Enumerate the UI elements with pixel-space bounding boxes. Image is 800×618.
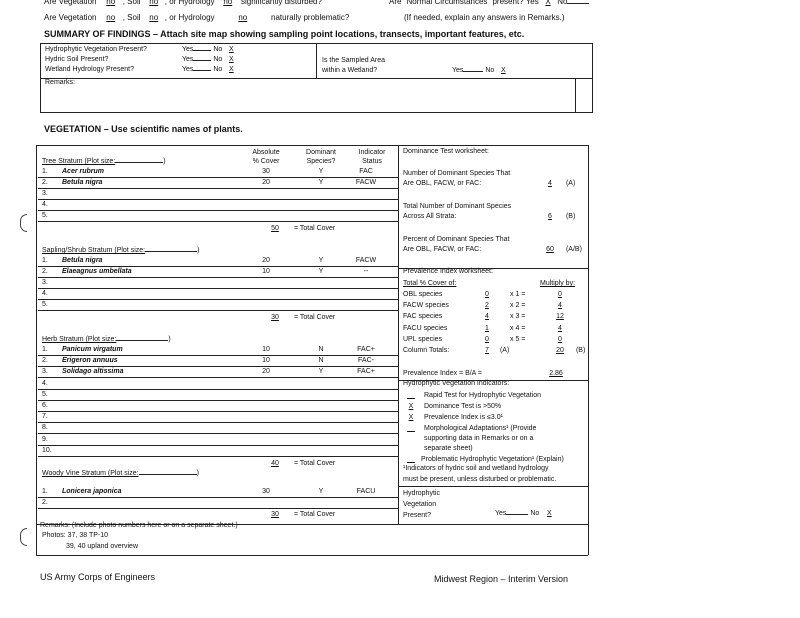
normal-circumstances: Are "Normal Circumstances" present? Yes X No [389, 0, 589, 6]
col-dominant: Dominant Species? [306, 149, 336, 165]
footer-left: US Army Corps of Engineers [40, 572, 156, 582]
column-totals: Column Totals: [403, 347, 450, 354]
sapling-dominant: Y [318, 268, 324, 275]
indicator-text: Morphological Adaptations¹ (Provide [424, 425, 537, 432]
sapling-row-line [38, 266, 398, 267]
sapling-species-name: Elaeagnus umbellata [62, 268, 132, 275]
tree-row-line [38, 188, 398, 189]
herb-row-number: 5. [42, 390, 48, 398]
summary-remarks-label: Remarks: [45, 79, 75, 86]
top-line-2: Are Vegetation no , Soil no , or Hydrology no naturally problematic? [44, 13, 350, 22]
herb-row-number: 4. [42, 379, 48, 387]
sapling-row-line [38, 310, 398, 311]
herb-row-number: 1. [42, 346, 48, 353]
prevalence-row-result: 12 [556, 313, 564, 321]
herb-row-line [38, 433, 398, 434]
herb-row-number: 7. [42, 413, 48, 421]
indicator-text: Problematic Hydrophytic Vegetation¹ (Explain) [421, 456, 564, 463]
indicator-mark [403, 425, 419, 432]
prevalence-row-value: 2 [485, 302, 489, 310]
footer-right: Midwest Region – Interim Version [434, 574, 569, 584]
herb-species-name: Erigeron annuus [62, 357, 118, 365]
hydrophytic-no-mark: X [546, 510, 552, 517]
herb-row-number: 6. [42, 402, 48, 409]
prevalence-row-value: 0 [485, 291, 489, 298]
summary-heading: SUMMARY OF FINDINGS – Attach site map showing sampling point locations, transects, important features, etc. [44, 29, 525, 39]
prevalence-row-mult: x 3 = [510, 313, 526, 321]
sapling-row-number: 5. [42, 301, 48, 308]
tree-dominant: Y [318, 179, 324, 186]
herb-cover: 10 [262, 357, 270, 365]
binder-hole-mark [20, 214, 27, 232]
dominance-percent: 60 (A/B) [546, 246, 582, 253]
indicator-text: supporting data in Remarks or on a [424, 435, 534, 442]
indicator-text: separate sheet) [424, 445, 473, 452]
summary-row-soil: Hydric Soil Present? [45, 56, 109, 63]
herb-row-line [38, 377, 398, 378]
herb-species-name: Panicum virgatum [62, 346, 123, 353]
veg-remarks-line2: 39, 40 upland overview [66, 543, 138, 550]
sapling-total: 30 = Total Cover [271, 314, 336, 321]
prevalence-row-value: 1 [485, 324, 489, 332]
tree-indicator: FAC [359, 168, 373, 175]
herb-row-line [38, 389, 398, 390]
sapling-species-name: Betula nigra [62, 257, 103, 264]
prevalence-row-label: OBL species [403, 291, 443, 298]
herb-row-line [38, 422, 398, 423]
herb-row-line [38, 366, 398, 367]
woody-total: 30 = Total Cover [271, 511, 336, 518]
disturbed-veg-value: no [106, 0, 116, 6]
dominance-a: 4 (A) [548, 180, 576, 187]
herb-species-name: Solidago altissima [62, 368, 124, 376]
herb-stratum-label: Herb Stratum (Plot size: ) [42, 336, 171, 343]
disturbed-soil-value: no [149, 0, 159, 6]
herb-row-number: 8. [42, 424, 48, 432]
woody-species-name: Lonicera japonica [62, 488, 122, 495]
woody-row-line [38, 508, 398, 509]
indicators-footnote-1: ¹Indicators of hydric soil and wetland hydrology [403, 465, 549, 472]
woody-stratum-label: Woody Vine Stratum (Plot size: ) [42, 470, 199, 477]
tree-stratum-label: Tree Stratum (Plot size: ) [42, 158, 166, 165]
herb-indicator: FAC+ [357, 346, 375, 353]
herb-row-line [38, 400, 398, 401]
herb-row-number: 10. [42, 446, 52, 454]
dominance-title: Dominance Test worksheet: [403, 148, 489, 155]
woody-row-number: 2. [42, 499, 48, 506]
herb-row-line [38, 355, 398, 356]
prevalence-row-label: FAC species [403, 313, 443, 321]
herb-row-number: 3. [42, 368, 48, 376]
prevalence-title: Prevalence Index worksheet: [403, 268, 493, 275]
herb-cover: 10 [262, 346, 270, 353]
prevalence-row-result: 4 [558, 302, 562, 310]
sapling-cover: 20 [262, 257, 270, 264]
sapling-row-line [38, 277, 398, 278]
woody-row-number: 1. [42, 488, 48, 495]
indicator-mark: X [408, 414, 414, 421]
tree-row-number: 2. [42, 179, 48, 186]
herb-indicator: FAC+ [357, 368, 375, 376]
indicator-text: Dominance Test is >50% [424, 403, 502, 410]
binder-hole-mark [20, 528, 27, 546]
tree-row-number: 3. [42, 190, 48, 197]
summary-hyd-no-mark: X [228, 66, 234, 73]
summary-soil-no-mark: X [228, 56, 234, 63]
tree-species-name: Acer rubrum [62, 168, 105, 175]
sapling-indicator: -- [363, 268, 369, 275]
sapling-indicator: FACW [355, 257, 377, 264]
sampled-area-q1: Is the Sampled Area [322, 57, 386, 64]
tree-row-number: 5. [42, 212, 48, 219]
prevalence-row-label: FACW species [403, 302, 449, 310]
tree-row-number: 4. [42, 201, 48, 208]
indicator-text: Prevalence Index is ≤3.0¹ [424, 414, 503, 421]
prevalence-row-mult: x 5 = [510, 335, 526, 343]
sapling-row-line [38, 299, 398, 300]
explain-note: (If needed, explain any answers in Remarks.) [404, 13, 565, 22]
tree-indicator: FACW [355, 179, 377, 186]
veg-remarks-line1: Photos: 37, 38 TP-10 [42, 532, 109, 539]
indicators-title: Hydrophytic Vegetation Indicators: [403, 380, 510, 387]
tree-row-line [38, 199, 398, 200]
tree-row-line [38, 221, 398, 222]
dominance-b: 6 (B) [548, 213, 576, 220]
indicators-footnote-2: must be present, unless disturbed or problematic. [403, 476, 557, 483]
herb-dominant: N [318, 357, 324, 365]
indicator-mark [403, 456, 419, 463]
sapling-cover: 10 [262, 268, 270, 275]
sampled-area-q2: within a Wetland? [322, 67, 378, 74]
prevalence-row-result: 0 [558, 335, 562, 343]
herb-row-line [38, 456, 398, 457]
tree-row-number: 1. [42, 168, 48, 175]
indicator-mark [403, 392, 419, 399]
problematic-veg-value: no [106, 13, 116, 22]
problematic-hyd-value: no [238, 13, 248, 22]
disturbed-hyd-value: no [223, 0, 233, 6]
col-absolute-cover: Absolute % Cover [252, 149, 280, 165]
normal-yes-mark: X [545, 0, 551, 6]
prevalence-row-value: 4 [485, 313, 489, 321]
prevalence-row-mult: x 4 = [510, 324, 526, 332]
sapling-row-number: 4. [42, 290, 48, 297]
herb-total: 40 = Total Cover [271, 460, 336, 467]
summary-row-veg: Hydrophytic Vegetation Present? [45, 46, 147, 53]
tree-row-line [38, 177, 398, 178]
indicator-mark: X [408, 403, 414, 410]
herb-row-number: 2. [42, 357, 48, 365]
tree-total: 50 = Total Cover [271, 225, 336, 232]
herb-row-line [38, 445, 398, 446]
veg-remarks-label: Remarks: (Include photo numbers here or on a separate sheet.) [40, 522, 238, 529]
sapling-row-number: 2. [42, 268, 48, 275]
col-indicator: Indicator Status [358, 149, 386, 165]
sapling-stratum-label: Sapling/Shrub Stratum (Plot size: ) [42, 247, 200, 254]
prevalence-index-value: 2.86 [549, 370, 563, 377]
prevalence-row-value: 0 [485, 335, 489, 343]
sapling-row-line [38, 288, 398, 289]
prevalence-row-result: 4 [558, 324, 562, 332]
prevalence-row-mult: x 2 = [510, 302, 526, 310]
prevalence-row-result: 0 [558, 291, 562, 298]
herb-indicator: FAC- [358, 357, 374, 365]
sampled-area-no-mark: X [500, 67, 506, 74]
tree-species-name: Betula nigra [62, 179, 103, 186]
indicator-text: Rapid Test for Hydrophytic Vegetation [424, 392, 541, 399]
prevalence-row-label: FACU species [403, 324, 448, 332]
vegetation-heading: VEGETATION – Use scientific names of plants. [44, 124, 243, 134]
woody-dominant: Y [318, 488, 324, 495]
herb-row-number: 9. [42, 435, 48, 443]
woody-indicator: FACU [356, 488, 376, 495]
problematic-soil-value: no [149, 13, 159, 22]
sapling-row-number: 1. [42, 257, 48, 264]
herb-dominant: N [318, 346, 324, 353]
woody-row-line [38, 497, 398, 498]
summary-veg-no-mark: X [228, 46, 234, 53]
prevalence-row-mult: x 1 = [510, 291, 526, 298]
prevalence-index-label: Prevalence Index = B/A = [403, 370, 482, 377]
sapling-row-number: 3. [42, 279, 48, 286]
tree-dominant: Y [318, 168, 324, 175]
sapling-dominant: Y [318, 257, 324, 264]
herb-cover: 20 [262, 368, 270, 376]
prevalence-row-label: UPL species [403, 335, 443, 343]
top-line-1: Are Vegetation no , Soil no , or Hydrology no significantly disturbed? [44, 0, 322, 6]
tree-row-line [38, 210, 398, 211]
herb-dominant: Y [318, 368, 324, 376]
summary-row-hyd: Wetland Hydrology Present? [45, 66, 134, 73]
woody-cover: 30 [262, 488, 270, 495]
hydrophytic-present: Hydrophytic Vegetation Present? [403, 490, 440, 519]
tree-cover: 20 [262, 179, 270, 186]
herb-row-line [38, 411, 398, 412]
tree-cover: 30 [262, 168, 270, 175]
